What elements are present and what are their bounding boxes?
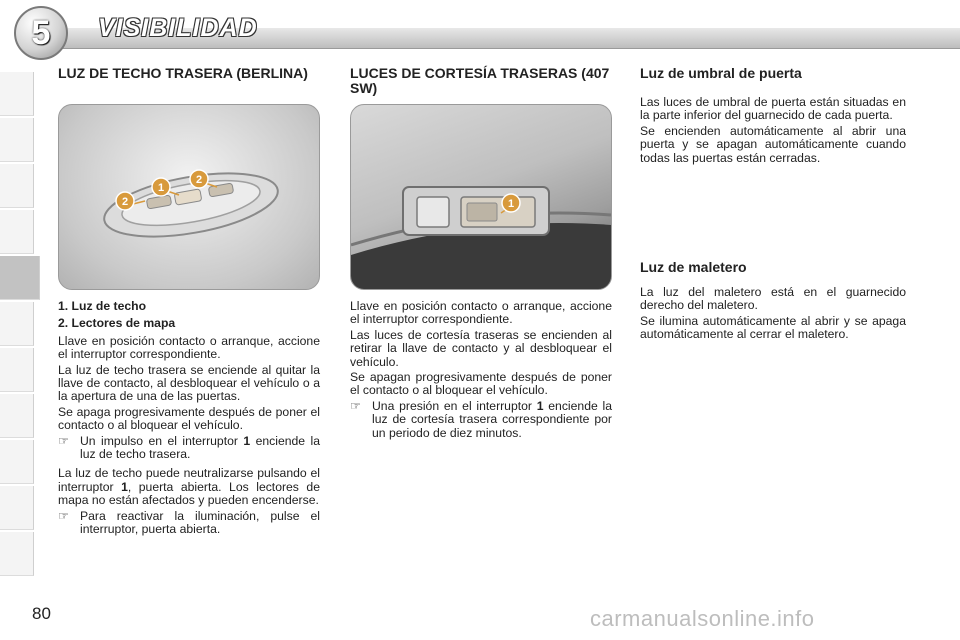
callout-label: 1: [157, 182, 165, 194]
callout-badge: [502, 194, 520, 212]
paragraph: La luz del maletero está en el guarnecido derecho del maletero.: [640, 285, 906, 313]
chapter-tab[interactable]: [0, 302, 34, 346]
section-door-sill-lights: [640, 66, 906, 81]
col3-body-bottom: [640, 286, 906, 344]
chapter-number: 5: [31, 13, 51, 52]
section-boot-light: [640, 260, 906, 275]
paragraph: La luz de techo trasera se enciende al quitar la llave de contacto, al desbloquear el vehículo o a la apertura de una de las puertas.: [58, 362, 320, 404]
ceiling-light-photo: [58, 104, 320, 290]
chapter-tab[interactable]: [0, 486, 34, 530]
list-item: 1. Luz de techo: [58, 299, 147, 313]
paragraph: Se apagan progresivamente después de poner el contacto o al bloquear el vehículo.: [350, 370, 612, 398]
bullet-item: [58, 510, 320, 537]
section-rear-courtesy-lights: [350, 66, 612, 96]
paragraph: Las luces de umbral de puerta están situadas en la parte inferior del guarnecido de cada puerta.: [640, 95, 906, 123]
chapter-tab[interactable]: [0, 210, 34, 254]
section-heading: LUCES DE CORTESÍA TRASERAS (407 SW): [350, 65, 610, 96]
chapter-tab[interactable]: [0, 394, 34, 438]
switch-number: 1: [243, 433, 251, 448]
callout-badge: [190, 170, 208, 188]
callout-label: 1: [507, 198, 515, 210]
chapter-title: VISIBILIDAD: [98, 14, 258, 42]
bullet-text: Un impulso en el interruptor: [80, 433, 244, 448]
callout-badge: [152, 178, 170, 196]
paragraph-text: , puerta abierta. Los lectores de mapa no están afectados y pueden encenderse.: [58, 479, 320, 508]
callout-label: 2: [121, 196, 129, 208]
section-heading: LUZ DE TECHO TRASERA (BERLINA): [58, 65, 308, 81]
watermark: carmanualsonline.info: [590, 606, 815, 631]
bullet-item: [58, 435, 320, 462]
bullet-text: Una presión en el interruptor: [372, 398, 537, 413]
bullet-item: [350, 400, 612, 440]
side-chapter-tabs: [0, 72, 44, 572]
list-item: 2. Lectores de mapa: [58, 316, 176, 331]
page-number: 80: [32, 604, 51, 623]
chapter-tab-active[interactable]: [0, 256, 40, 300]
chapter-badge: [14, 6, 68, 60]
courtesy-light-photo: [350, 104, 612, 290]
ceiling-light-illustration: [59, 105, 319, 289]
paragraph: Se encienden automáticamente al abrir una puerta y se apagan automáticamente cuando todas las puertas están cerradas.: [640, 123, 906, 165]
paragraph: Las luces de cortesía traseras se encienden al retirar la llave de contacto y al desbloquear el vehículo.: [350, 327, 612, 369]
callout-label: 2: [195, 174, 203, 186]
chapter-tab[interactable]: [0, 532, 34, 576]
pointing-hand-icon: ☞: [58, 433, 69, 448]
chapter-tab[interactable]: [0, 348, 34, 392]
chapter-tab[interactable]: [0, 72, 34, 116]
courtesy-light-illustration: [351, 105, 611, 289]
page-header: [0, 0, 960, 62]
paragraph: Llave en posición contacto o arranque, accione el interruptor correspondiente.: [58, 333, 320, 362]
paragraph-text: La luz de techo puede neutralizarse pulsando el interruptor: [58, 466, 320, 494]
bullet-text: Para reactivar la iluminación, pulse el interruptor, puerta abierta.: [80, 508, 320, 537]
chapter-tab[interactable]: [0, 118, 34, 162]
bullet-text: enciende la luz de techo trasera.: [80, 433, 320, 462]
callout-badge: [116, 192, 134, 210]
switch-number: 1: [121, 479, 128, 494]
bullet-text: enciende la luz de cortesía trasera correspondiente por un periodo de diez minutos.: [372, 398, 612, 440]
section-rear-ceiling-light: [58, 66, 320, 81]
paragraph: [58, 467, 320, 507]
col1-body: [58, 300, 320, 539]
paragraph: Se ilumina automáticamente al abrir y se apaga automáticamente al cerrar el maletero.: [640, 313, 906, 342]
paragraph: Se apaga progresivamente después de poner el contacto o al bloquear el vehículo.: [58, 404, 320, 433]
col3-body-top: [640, 96, 906, 167]
chapter-tab[interactable]: [0, 440, 34, 484]
section-heading: Luz de maletero: [640, 259, 747, 275]
col2-body: [350, 300, 612, 442]
section-heading: Luz de umbral de puerta: [640, 65, 802, 81]
switch-number: 1: [536, 398, 544, 413]
pointing-hand-icon: ☞: [58, 508, 69, 523]
pointing-hand-icon: ☞: [350, 398, 361, 413]
paragraph: Llave en posición contacto o arranque, accione el interruptor correspondiente.: [350, 299, 612, 327]
chapter-tab[interactable]: [0, 164, 34, 208]
